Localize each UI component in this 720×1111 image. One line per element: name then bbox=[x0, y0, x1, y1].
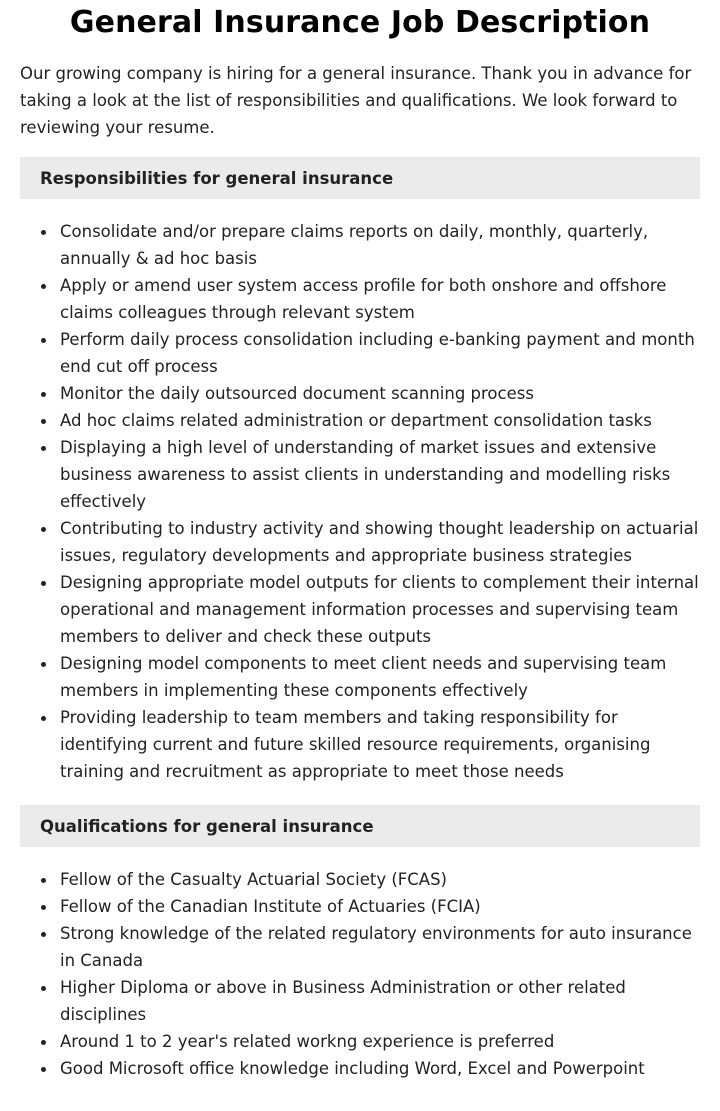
list-item: Fellow of the Casualty Actuarial Society (FCAS) bbox=[60, 866, 700, 893]
list-item: Displaying a high level of understanding of market issues and extensive business awareness to assist clients in understanding and modelling risks effectively bbox=[60, 434, 700, 515]
intro-paragraph: Our growing company is hiring for a general insurance. Thank you in advance for taking a look at the list of responsibilities and qualifications. We look forward to reviewing your resume. bbox=[20, 64, 692, 137]
qualifications-list bbox=[20, 866, 700, 1082]
list-item: Designing model components to meet client needs and supervising team members in implementing these components effectively bbox=[60, 650, 700, 704]
list-item: Monitor the daily outsourced document scanning process bbox=[60, 380, 700, 407]
responsibilities-list bbox=[20, 218, 700, 785]
list-item: Consolidate and/or prepare claims reports on daily, monthly, quarterly, annually & ad hoc basis bbox=[60, 218, 700, 272]
list-item: Strong knowledge of the related regulatory environments for auto insurance in Canada bbox=[60, 920, 700, 974]
list-item: Providing leadership to team members and taking responsibility for identifying current and future skilled resource requirements, organising training and recruitment as appropriate to meet those needs bbox=[60, 704, 700, 785]
list-item: Good Microsoft office knowledge including Word, Excel and Powerpoint bbox=[60, 1055, 700, 1082]
responsibilities-heading: Responsibilities for general insurance bbox=[20, 157, 700, 199]
page-title: General Insurance Job Description bbox=[69, 5, 651, 40]
list-item: Ad hoc claims related administration or department consolidation tasks bbox=[60, 407, 700, 434]
list-item: Contributing to industry activity and showing thought leadership on actuarial issues, regulatory developments and appropriate business strategies bbox=[60, 515, 700, 569]
list-item: Apply or amend user system access profile for both onshore and offshore claims colleagues through relevant system bbox=[60, 272, 700, 326]
list-item: Perform daily process consolidation including e-banking payment and month end cut off process bbox=[60, 326, 700, 380]
list-item: Fellow of the Canadian Institute of Actuaries (FCIA) bbox=[60, 893, 700, 920]
list-item: Around 1 to 2 year's related workng experience is preferred bbox=[60, 1028, 700, 1055]
qualifications-heading: Qualifications for general insurance bbox=[20, 805, 700, 847]
list-item: Designing appropriate model outputs for clients to complement their internal operational and management information processes and supervising team members to deliver and check these outputs bbox=[60, 569, 700, 650]
list-item: Higher Diploma or above in Business Administration or other related disciplines bbox=[60, 974, 700, 1028]
